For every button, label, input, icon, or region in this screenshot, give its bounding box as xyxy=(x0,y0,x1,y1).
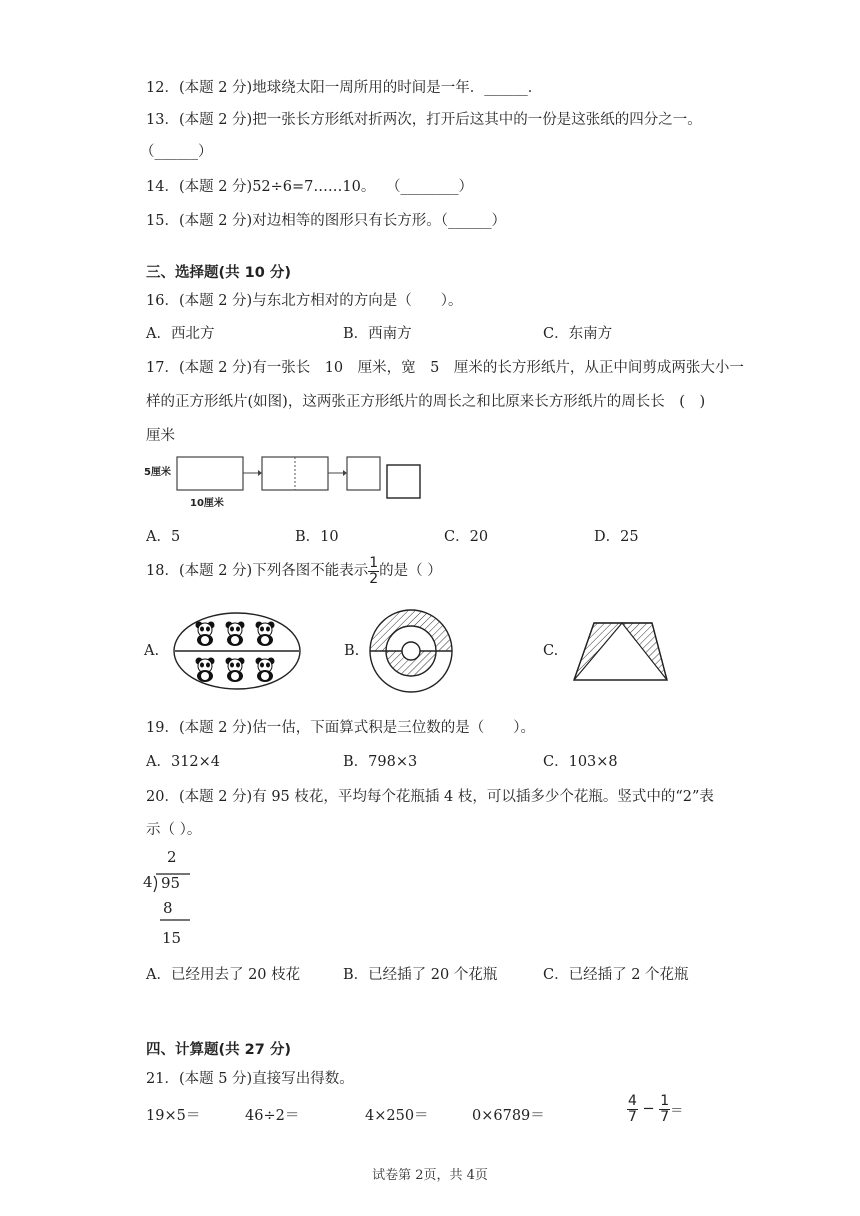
arrow-icon xyxy=(343,470,347,476)
q21-item-3: 4×250＝ xyxy=(365,1108,429,1124)
q16-option-c: C．东南方 xyxy=(543,326,613,342)
q21-item-2: 46÷2＝ xyxy=(245,1108,300,1124)
q20-option-c: C．已经插了 2 个花瓶 xyxy=(543,967,689,983)
question-14-answer: （________） xyxy=(386,179,473,195)
q18-text-post: 的是（ ） xyxy=(379,563,442,579)
q17-figure xyxy=(144,454,434,510)
page-footer: 试卷第 2页，共 4页 xyxy=(372,1168,488,1183)
division-divisor: 4 xyxy=(143,873,153,891)
q21-item-1: 19×5＝ xyxy=(146,1108,201,1124)
q18-fraction: $\frac{1}{2}$ xyxy=(369,555,379,587)
division-remainder: 15 xyxy=(162,929,182,947)
question-17-line3: 厘米 xyxy=(146,428,175,444)
division-quotient: 2 xyxy=(167,848,177,866)
question-16: 16．(本题 2 分)与东北方相对的方向是（ ）。 xyxy=(146,293,463,309)
question-13-answer: （______） xyxy=(140,144,213,160)
square-1 xyxy=(347,457,380,490)
question-21: 21．(本题 5 分)直接写出得数。 xyxy=(146,1071,354,1087)
question-19: 19．(本题 2 分)估一估，下面算式积是三位数的是（ ）。 xyxy=(146,720,535,736)
q21-item-4: 0×6789＝ xyxy=(472,1108,545,1124)
fraction-b: $\frac{1}{7}$ xyxy=(660,1093,670,1125)
question-14: 14．(本题 2 分)52÷6=7……10。 xyxy=(146,179,376,195)
q18-label-c: C. xyxy=(543,643,559,659)
original-rectangle xyxy=(177,457,243,490)
q20-long-division xyxy=(140,848,210,948)
q20-option-b: B．已经插了 20 个花瓶 xyxy=(343,967,498,983)
question-13-line1: 13．(本题 2 分)把一张长方形纸对折两次，打开后这其中的一份是这张纸的四分之一。 xyxy=(146,112,702,128)
q17-option-d: D．25 xyxy=(594,529,639,545)
panda-icon xyxy=(256,622,275,647)
panda-icon xyxy=(226,622,245,647)
q18-figure-c xyxy=(572,620,672,682)
q18-figure-a xyxy=(173,612,303,692)
section-3-title: 三、选择题(共 10 分) xyxy=(146,265,292,281)
q17-option-c: C．20 xyxy=(444,529,489,545)
q19-option-b: B．798×3 xyxy=(343,754,418,770)
q19-option-c: C．103×8 xyxy=(543,754,618,770)
arrow-icon xyxy=(258,470,262,476)
panda-icon xyxy=(196,622,215,647)
q18-label-b: B. xyxy=(344,643,360,659)
panda-icon xyxy=(256,658,275,683)
q18-label-a: A. xyxy=(144,643,160,659)
question-17-line1: 17．(本题 2 分)有一张长 10 厘米，宽 5 厘米的长方形纸片，从正中间剪成两张大小一 xyxy=(146,360,744,376)
q17-length-label: 10厘米 xyxy=(190,498,224,509)
q20-option-a: A．已经用去了 20 枝花 xyxy=(146,967,301,983)
division-product: 8 xyxy=(163,899,173,917)
panda-icon xyxy=(196,658,215,683)
q19-option-a: A．312×4 xyxy=(146,754,221,770)
section-4-title: 四、计算题(共 27 分) xyxy=(146,1042,292,1058)
question-20-line2: 示（ ）。 xyxy=(146,822,202,838)
question-18 xyxy=(146,556,442,586)
q17-width-label: 5厘米 xyxy=(144,467,171,478)
fraction-a: $\frac{4}{7}$ xyxy=(628,1093,637,1125)
q18-figure-b xyxy=(368,608,454,694)
question-20-line1: 20．(本题 2 分)有 95 枝花，平均每个花瓶插 4 枝，可以插多少个花瓶。竖式中的“2”表 xyxy=(146,789,714,805)
question-12: 12．(本题 2 分)地球绕太阳一周所用的时间是一年．______． xyxy=(146,80,543,96)
q17-option-b: B．10 xyxy=(295,529,339,545)
division-dividend: 95 xyxy=(161,874,181,892)
q21-item-5: $\frac{4}{7}$ − $\frac{1}{7}$ ＝ xyxy=(628,1093,684,1125)
q17-option-a: A．5 xyxy=(146,529,181,545)
square-2 xyxy=(387,465,420,498)
q18-text-pre: 18．(本题 2 分)下列各图不能表示 xyxy=(146,563,369,579)
panda-icon xyxy=(226,658,245,683)
q16-option-a: A．西北方 xyxy=(146,326,215,342)
question-17-line2: 样的正方形纸片(如图)，这两张正方形纸片的周长之和比原来长方形纸片的周长长 ( ) xyxy=(146,394,706,410)
q16-option-b: B．西南方 xyxy=(343,326,412,342)
q17-diagram xyxy=(144,454,434,510)
question-15: 15．(本题 2 分)对边相等的图形只有长方形。（______） xyxy=(146,213,506,229)
